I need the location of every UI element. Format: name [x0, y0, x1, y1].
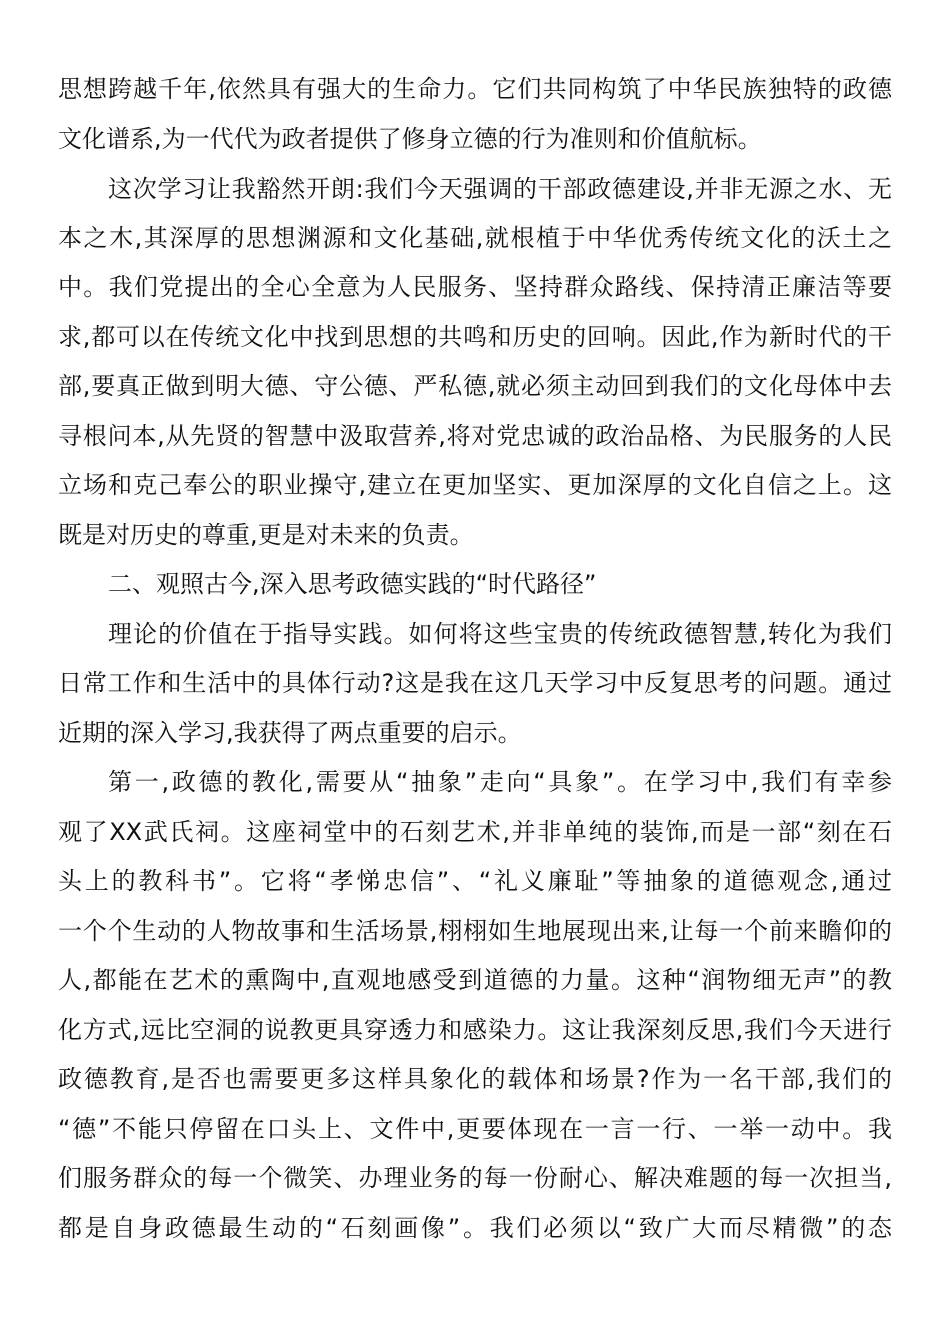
text-line: 政德教育,是否也需要更多这样具象化的载体和场景?作为一名干部,我们的 [58, 1065, 892, 1093]
text-line: 一个个生动的人物故事和生活场景,栩栩如生地展现出来,让每一个前来瞻仰的 [58, 917, 892, 945]
text-line: 本之木,其深厚的思想渊源和文化基础,就根植于中华优秀传统文化的沃土之 [58, 224, 892, 252]
text-line: 都是自身政德最生动的“石刻画像”。我们必须以“致广大而尽精微”的态 [58, 1214, 892, 1242]
text-line: 既是对历史的尊重,更是对未来的负责。 [58, 521, 474, 549]
text-line: 立场和克己奉公的职业操守,建立在更加坚实、更加深厚的文化自信之上。这 [58, 471, 892, 499]
text-line: 化方式,远比空洞的说教更具穿透力和感染力。这让我深刻反思,我们今天进行 [58, 1016, 892, 1044]
text-line: 思想跨越千年,依然具有强大的生命力。它们共同构筑了中华民族独特的政德 [58, 75, 892, 103]
text-line: 中。我们党提出的全心全意为人民服务、坚持群众路线、保持清正廉洁等要 [58, 273, 892, 301]
text-line: 日常工作和生活中的具体行动?这是我在这几天学习中反复思考的问题。通过 [58, 669, 892, 697]
text-line: 文化谱系,为一代代为政者提供了修身立德的行为准则和价值航标。 [58, 125, 762, 153]
section-heading: 二、观照古今,深入思考政德实践的“时代路径” [108, 570, 597, 598]
paragraph-start-line: 理论的价值在于指导实践。如何将这些宝贵的传统政德智慧,转化为我们 [108, 620, 892, 648]
text-line: 们服务群众的每一个微笑、办理业务的每一份耐心、解决难题的每一次担当, [58, 1164, 892, 1192]
text-line: 人,都能在艺术的熏陶中,直观地感受到道德的力量。这种“润物细无声”的教 [58, 966, 892, 994]
text-line: “德”不能只停留在口头上、文件中,更要体现在一言一行、一举一动中。我 [58, 1115, 892, 1143]
text-line: 头上的教科书”。它将“孝悌忠信”、“礼义廉耻”等抽象的道德观念,通过 [58, 867, 892, 895]
text-line: 部,要真正做到明大德、守公德、严私德,就必须主动回到我们的文化母体中去 [58, 372, 892, 400]
text-line: 观了XX武氏祠。这座祠堂中的石刻艺术,并非单纯的装饰,而是一部“刻在石 [58, 818, 892, 846]
text-line: 近期的深入学习,我获得了两点重要的启示。 [58, 719, 522, 747]
text-line: 求,都可以在传统文化中找到思想的共鸣和历史的回响。因此,作为新时代的干 [58, 323, 892, 351]
paragraph-start-line: 这次学习让我豁然开朗:我们今天强调的干部政德建设,并非无源之水、无 [108, 175, 892, 203]
paragraph-start-line: 第一,政德的教化,需要从“抽象”走向“具象”。在学习中,我们有幸参 [108, 768, 892, 796]
text-line: 寻根问本,从先贤的智慧中汲取营养,将对党忠诚的政治品格、为民服务的人民 [58, 422, 892, 450]
